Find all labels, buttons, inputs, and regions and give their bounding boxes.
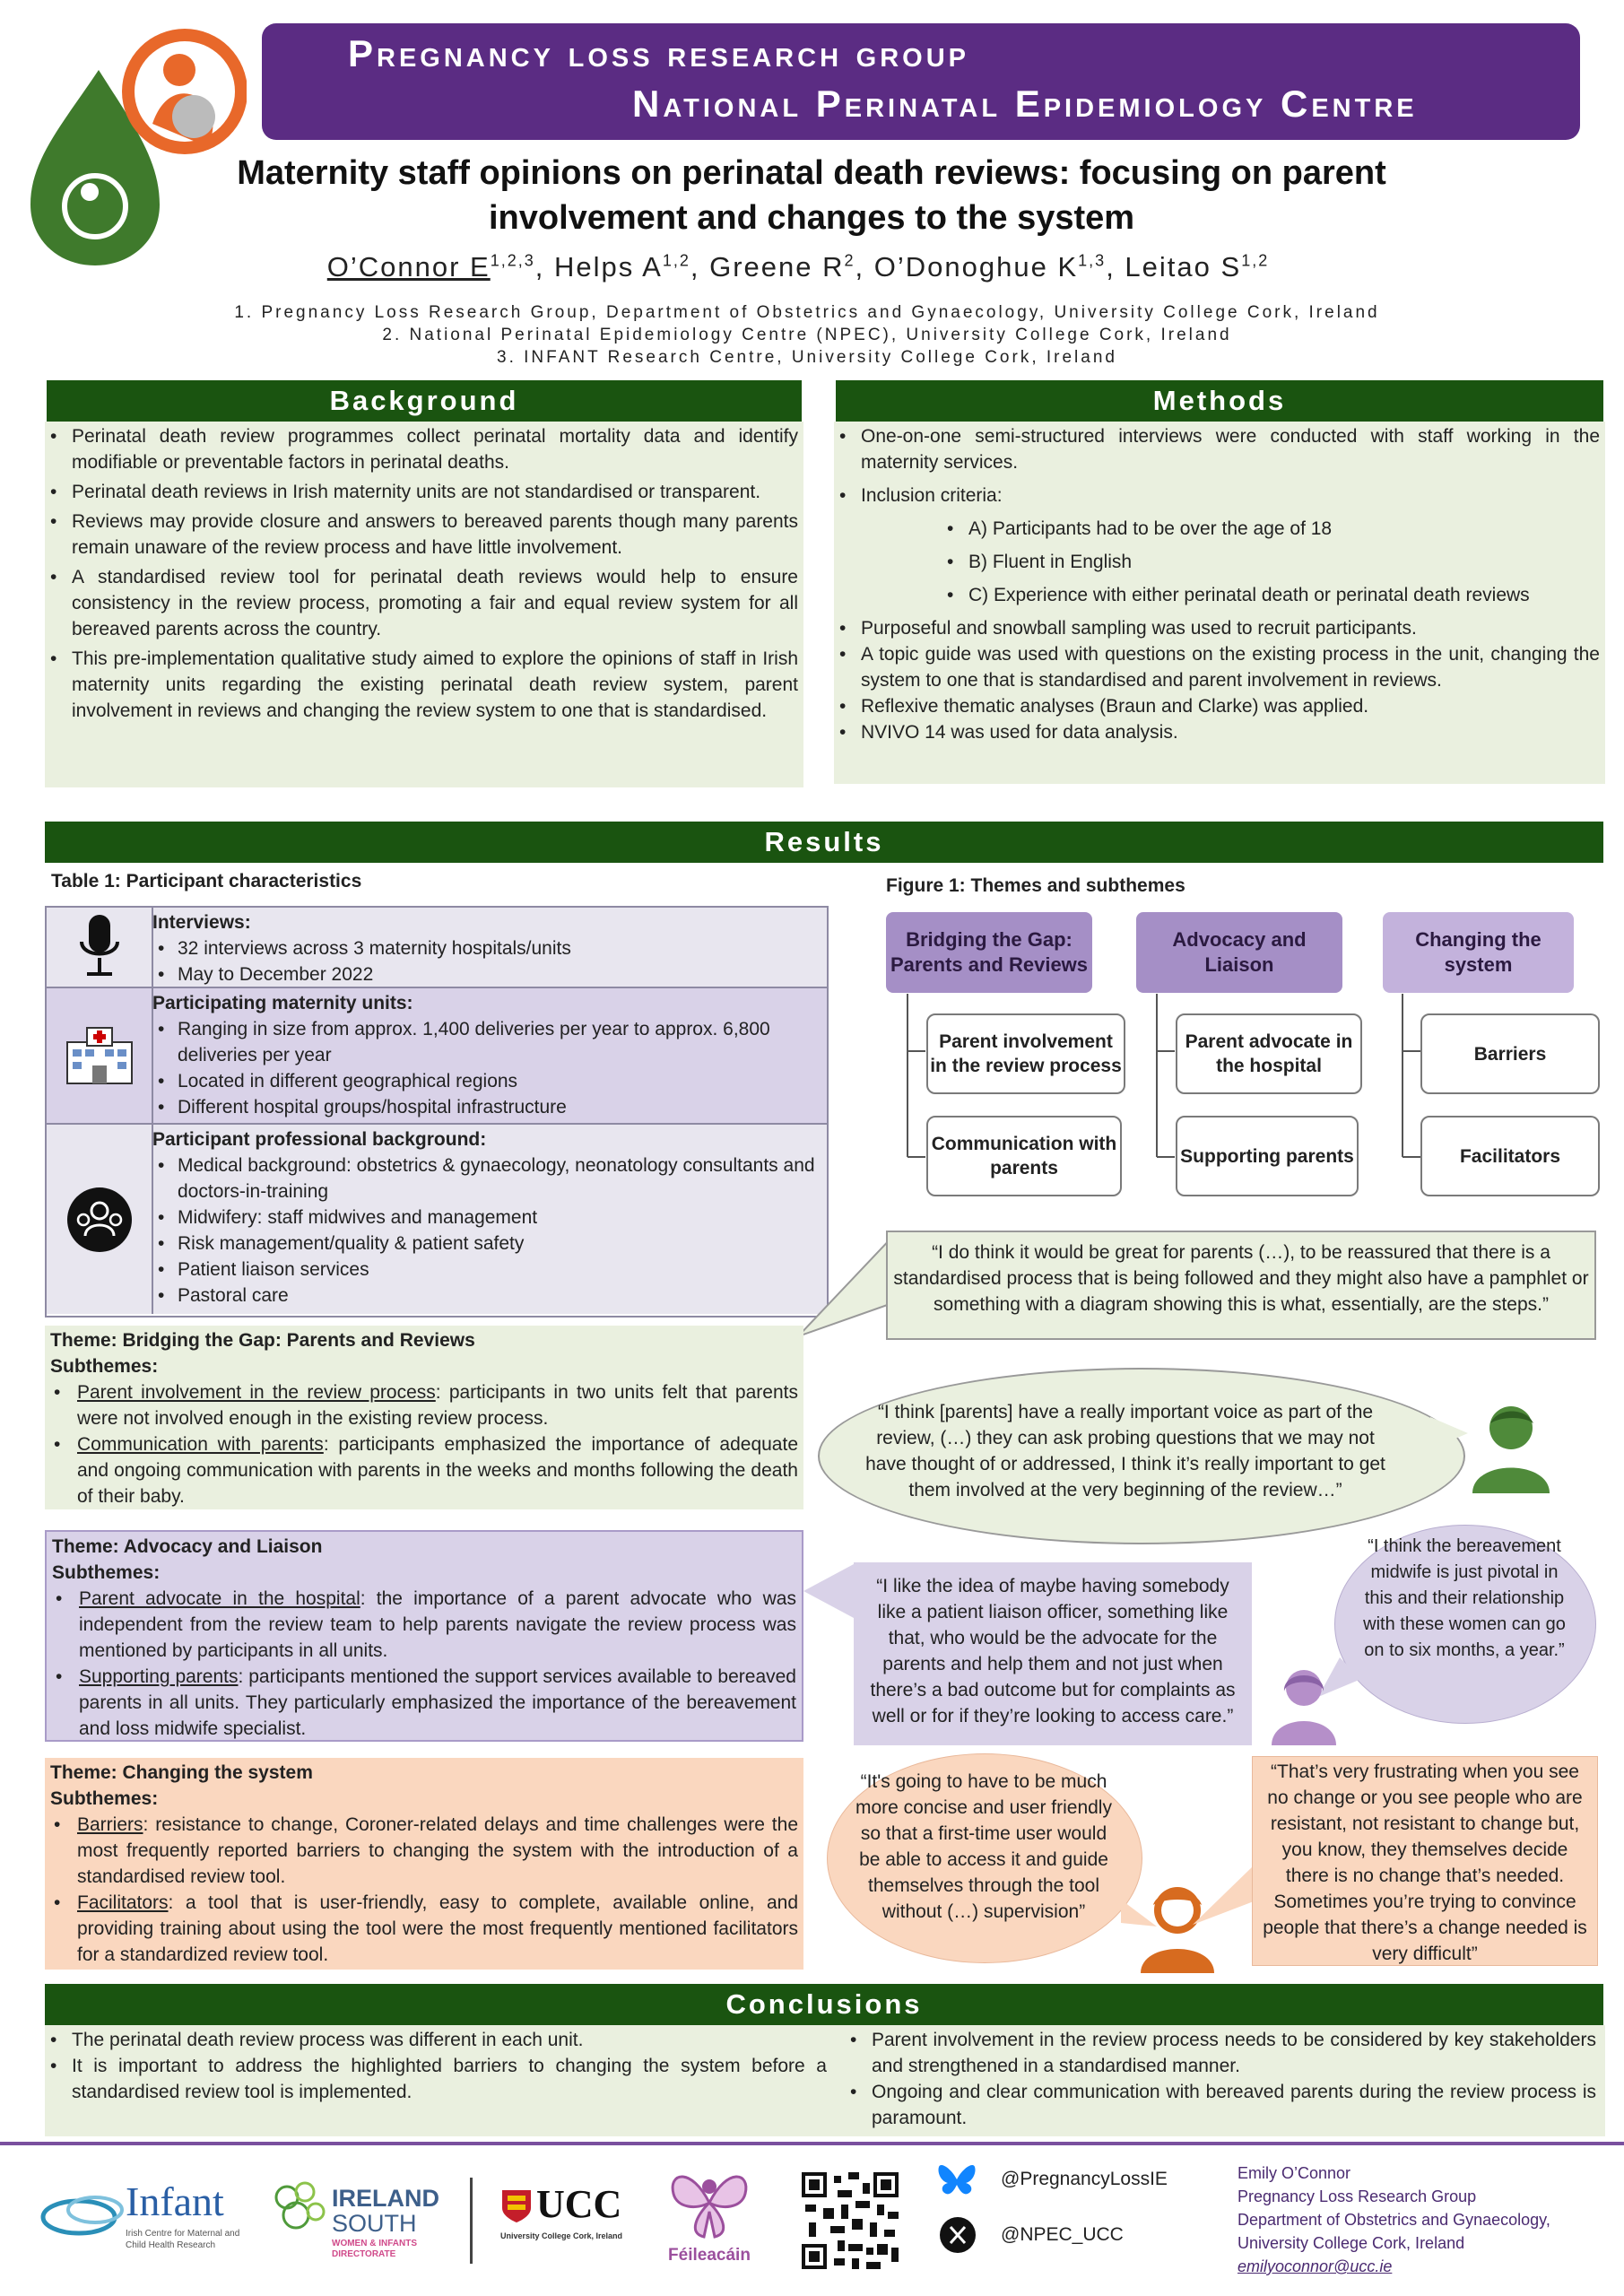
- poster-title: Maternity staff opinions on perinatal death reviews: focusing on parent involvement and changes to the system: [237, 154, 1386, 237]
- theme-subthemes-label: Subthemes:: [52, 1562, 161, 1583]
- author-affil: 2: [844, 251, 855, 270]
- table-row-item: • Risk management/quality & patient safety: [152, 1231, 821, 1257]
- table-row-item: • Midwifery: staff midwives and management: [152, 1205, 821, 1231]
- x-handle[interactable]: @NPEC_UCC: [1001, 2224, 1124, 2245]
- header-centre-line: National Perinatal Epidemiology Centre: [632, 83, 1418, 125]
- conclusions-panel: [45, 2025, 1605, 2136]
- infant-logo-subtext: Irish Centre for Maternal and Child Health Research: [126, 2229, 240, 2250]
- methods-bullet: • Purposeful and snowball sampling was used to recruit participants.: [834, 615, 1600, 641]
- figure-subtheme: Parent advocate in the hospital: [1176, 1013, 1362, 1094]
- quote-pointer: [803, 1564, 854, 1627]
- contact-email-link[interactable]: emilyoconnor@ucc.ie: [1238, 2257, 1393, 2275]
- ireland-south-line-2: SOUTH: [332, 2210, 417, 2237]
- person-purple-icon: [1270, 1665, 1338, 1745]
- figure-theme-changing: Changing the system: [1383, 912, 1574, 993]
- table-row-heading: Participating maternity units:: [152, 993, 413, 1013]
- theme-bullet: • Facilitators: a tool that is user-friendly, easy to complete, available online, and providing training about using the tool were the most frequently mentioned facilitators for a standardized review tool.: [50, 1890, 798, 1968]
- quote-text-5: “It's going to have to be much more concise and user friendly so that a first-time user would be able to access it and guide themselves through the tool without (…) supervision”: [855, 1771, 1112, 1922]
- theme-advocacy-panel: [45, 1530, 803, 1742]
- figure-subtheme: Parent involvement in the review process: [926, 1013, 1125, 1094]
- affiliation-2: 2. National Perinatal Epidemiology Centre (NPEC), University College Cork, Ireland: [382, 326, 1232, 344]
- table-row: [47, 1125, 827, 1314]
- author-affil: 1,2: [662, 251, 690, 270]
- footer-separator: [470, 2178, 473, 2264]
- methods-sub-bullet: • A) Participants had to be over the age of 18: [834, 516, 1600, 542]
- affiliation-3: 3. INFANT Research Centre, University College Cork, Ireland: [497, 348, 1117, 367]
- infant-logo: [39, 2178, 255, 2267]
- qr-code-icon[interactable]: [798, 2169, 902, 2273]
- contact-line: Emily O’Connor: [1238, 2164, 1351, 2182]
- table-row-item: • Medical background: obstetrics & gynaecology, neonatology consultants and doctors-in-training: [152, 1152, 821, 1205]
- methods-bullet: • Inclusion criteria:: [834, 483, 1600, 509]
- ucc-logo-text: UCC: [536, 2182, 622, 2226]
- table-row-item: • Located in different geographical regions: [152, 1068, 821, 1094]
- ucc-logo: [500, 2182, 626, 2258]
- methods-bullet: • One-on-one semi-structured interviews were conducted with staff working in the maternity services.: [834, 423, 1600, 475]
- author-affil: 1,2: [1241, 251, 1270, 270]
- theme-title: Theme: Advocacy and Liaison: [52, 1536, 323, 1557]
- author-list: O’Connor E$^{1,2,3}$, Helps A$^{1,2}$, Greene $R^2$, O’Donoghue K$^{1,3}$, Leitao S$^{1,2}$: [326, 251, 1270, 283]
- ireland-south-logo: [269, 2176, 448, 2266]
- table-row-item: • 32 interviews across 3 maternity hospitals/units: [152, 935, 821, 961]
- theme-bullet: • Barriers: resistance to change, Coroner-related delays and time challenges were the most frequently reported barriers to changing the system with the introduction of a standardised review tool.: [50, 1812, 798, 1890]
- table-row-item: • May to December 2022: [152, 961, 821, 987]
- background-bullet: • Reviews may provide closure and answers to bereaved parents though many parents remain unaware of the review process and have little involvement.: [45, 509, 798, 561]
- table-row-item: • Pastoral care: [152, 1283, 821, 1309]
- theme-title: Theme: Changing the system: [50, 1762, 313, 1783]
- participant-table: [45, 906, 829, 1318]
- figure-subtheme: Supporting parents: [1176, 1116, 1359, 1196]
- conclusion-bullet: • It is important to address the highlighted barriers to changing the system before a standardised review tool is implemented.: [45, 2053, 827, 2105]
- table-row-item: • Different hospital groups/hospital infrastructure: [152, 1094, 821, 1120]
- feileacain-logo: [662, 2167, 757, 2274]
- figure-theme-bridging: Bridging the Gap: Parents and Reviews: [886, 912, 1092, 993]
- theme-subthemes-label: Subthemes:: [50, 1356, 159, 1377]
- author-name: O’Connor E: [326, 251, 491, 283]
- theme-subthemes-label: Subthemes:: [50, 1788, 159, 1809]
- results-heading: Results: [45, 822, 1603, 863]
- theme-title: Theme: Bridging the Gap: Parents and Reviews: [50, 1330, 475, 1351]
- figure-caption: Figure 1: Themes and subthemes: [886, 875, 1185, 896]
- microphone-icon: [47, 908, 153, 987]
- table-row-heading: Interviews:: [152, 912, 251, 933]
- background-bullet: • This pre-implementation qualitative study aimed to explore the opinions of staff in Irish maternity units regarding the existing perinatal death review system, parent involvement in reviews and changing the review system to one that is standardised.: [45, 646, 798, 724]
- footer-divider: [0, 2142, 1624, 2145]
- hospital-icon: [47, 988, 153, 1123]
- quote-box-6: “That’s very frustrating when you see no change or you see people who are resistant, not resistant to change but, you know, they themselves decide there is no change that’s needed. Sometimes you’re trying to convince people that there’s a change needed is very difficult”: [1252, 1756, 1598, 1966]
- x-twitter-icon: [940, 2217, 976, 2253]
- ireland-south-line-3: WOMEN & INFANTS DIRECTORATE: [332, 2239, 417, 2259]
- person-green-icon: [1471, 1404, 1551, 1493]
- figure-theme-advocacy: Advocacy and Liaison: [1136, 912, 1342, 993]
- staff-group-icon: [47, 1125, 153, 1314]
- figure-subtheme: Barriers: [1420, 1013, 1600, 1094]
- background-bullet: • A standardised review tool for perinatal death reviews would help to ensure consistency in the review process, promoting a fair and equal review system for all bereaved parents across the country.: [45, 564, 798, 642]
- author-affil: 1,2,3: [490, 251, 535, 270]
- background-heading: Background: [47, 380, 802, 422]
- infant-logo-text: Infant: [126, 2179, 224, 2224]
- background-panel: [45, 422, 803, 787]
- background-bullet: • Perinatal death review programmes collect perinatal mortality data and identify modifiable or preventable factors in perinatal deaths.: [45, 423, 798, 475]
- quote-pointer: [1430, 1417, 1468, 1453]
- feileacain-logo-text: Féileacáin: [668, 2246, 751, 2265]
- methods-heading: Methods: [836, 380, 1603, 422]
- quote-pointer: [1193, 1866, 1254, 1928]
- bluesky-icon: [935, 2161, 978, 2201]
- theme-bullet: • Parent involvement in the review process: participants in two units felt that parents were not involved enough in the existing review process.: [50, 1379, 798, 1431]
- theme-bullet: • Parent advocate in the hospital: the importance of a parent advocate who was independent from the review team to help parents navigate the review process was mentioned by participants in all units.: [52, 1586, 796, 1664]
- author-name: O’Donoghue K: [873, 251, 1079, 283]
- methods-sub-bullet: • B) Fluent in English: [834, 549, 1600, 575]
- contact-line: University College Cork, Ireland: [1238, 2234, 1465, 2252]
- ireland-south-line-1: IRELAND: [332, 2185, 439, 2212]
- quote-pointer: [798, 1231, 899, 1336]
- theme-bridging-panel: [45, 1326, 803, 1509]
- table-caption: Table 1: Participant characteristics: [51, 871, 362, 891]
- affiliation-1: 1. Pregnancy Loss Research Group, Department of Obstetrics and Gynaecology, University College Cork, Ireland: [234, 303, 1380, 322]
- figure-subtheme: Communication with parents: [926, 1116, 1122, 1196]
- methods-panel: [834, 422, 1605, 784]
- header-group-line: Pregnancy loss research group: [348, 32, 970, 74]
- background-bullet: • Perinatal death reviews in Irish maternity units are not standardised or transparent.: [45, 479, 798, 505]
- quote-text-4: “I think the bereavement midwife is just pivotal in this and their relationship with these women can go on to six months, a year.”: [1363, 1536, 1566, 1660]
- table-row-item: • Ranging in size from approx. 1,400 deliveries per year to approx. 6,800 deliveries per year: [152, 1016, 821, 1068]
- methods-bullet: • Reflexive thematic analyses (Braun and Clarke) was applied.: [834, 693, 1600, 719]
- methods-bullet: • A topic guide was used with questions on the existing process in the unit, changing the system to one that is standardised and parent involvement in reviews.: [834, 641, 1600, 693]
- conclusion-bullet: • Parent involvement in the review process needs to be considered by key stakeholders and strengthened in a standardised manner.: [845, 2027, 1596, 2079]
- methods-bullet: • NVIVO 14 was used for data analysis.: [834, 719, 1600, 745]
- conclusions-heading: Conclusions: [45, 1984, 1603, 2025]
- conclusion-bullet: • Ongoing and clear communication with bereaved parents during the review process is paramount.: [845, 2079, 1596, 2131]
- author-name: Leitao S: [1125, 251, 1242, 283]
- theme-bullet: • Supporting parents: participants mentioned the support services available to bereaved parents in all units. They particularly emphasized the importance of the bereavement and loss midwife specialist.: [52, 1664, 796, 1742]
- figure-subtheme: Facilitators: [1420, 1116, 1600, 1196]
- methods-sub-bullet: • C) Experience with either perinatal death or perinatal death reviews: [834, 582, 1600, 608]
- table-row-heading: Participant professional background:: [152, 1129, 487, 1150]
- table-row: [47, 988, 827, 1125]
- author-name: Greene R: [709, 251, 845, 283]
- contact-line: Pregnancy Loss Research Group: [1238, 2187, 1477, 2205]
- contact-line: Department of Obstetrics and Gynaecology,: [1238, 2211, 1550, 2229]
- author-affil: 1,3: [1078, 251, 1107, 270]
- quote-box-3: “I like the idea of maybe having somebody like a patient liaison officer, something like that, who would be the advocate for the parents and help them and not just when there’s a bad outcome but for complaints as well or for if they’re looking to access care.”: [854, 1562, 1252, 1745]
- table-row-item: • Patient liaison services: [152, 1257, 821, 1283]
- ucc-logo-subtext: University College Cork, Ireland: [500, 2231, 623, 2240]
- table-row: [47, 908, 827, 988]
- conclusion-bullet: • The perinatal death review process was different in each unit.: [45, 2027, 827, 2053]
- quote-text-2: “I think [parents] have a really important voice as part of the review, (…) they can ask probing questions that we may not have thought of or addressed, I think it’s really important to get them involved at the very beginning of the review…”: [865, 1402, 1385, 1500]
- contact-block: [1238, 2161, 1550, 2278]
- theme-changing-panel: [45, 1758, 803, 1970]
- author-name: Helps A: [554, 251, 663, 283]
- bluesky-handle[interactable]: @PregnancyLossIE: [1001, 2169, 1168, 2189]
- quote-box-1: “I do think it would be great for parents (…), to be reassured that there is a standardised process that is being followed and they might also have a pamphlet or something with a diagram showing this is what, essentially, are the steps.”: [886, 1231, 1596, 1340]
- theme-bullet: • Communication with parents: participants emphasized the importance of adequate and ongoing communication with parents in the weeks and months following the death of their baby.: [50, 1431, 798, 1509]
